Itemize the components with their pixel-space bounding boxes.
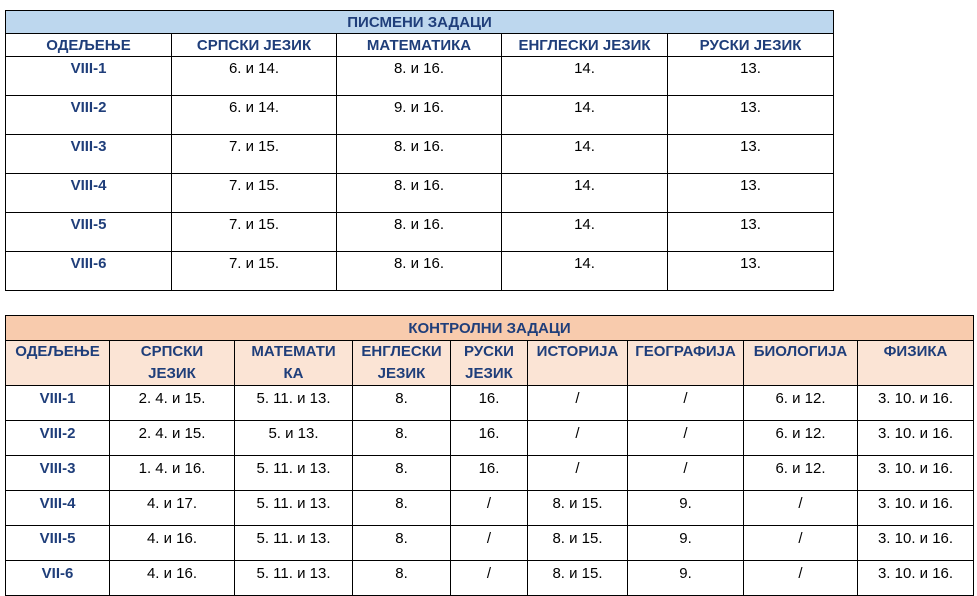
date-cell: / bbox=[528, 386, 628, 421]
header-cell: СРПСКИ ЈЕЗИК bbox=[172, 34, 337, 57]
control-tests-table bbox=[5, 315, 974, 596]
date-cell: 4. и 16. bbox=[110, 561, 235, 596]
date-cell: 6. и 12. bbox=[744, 421, 858, 456]
header-cell bbox=[858, 341, 974, 386]
class-cell: VIII-5 bbox=[6, 213, 172, 252]
date-cell: 14. bbox=[502, 96, 668, 135]
date-cell: 3. 10. и 16. bbox=[858, 491, 974, 526]
table-row bbox=[6, 526, 974, 561]
header-cell bbox=[235, 341, 353, 386]
date-cell: / bbox=[628, 456, 744, 491]
date-cell: 5. 11. и 13. bbox=[235, 491, 353, 526]
date-cell: 13. bbox=[668, 213, 834, 252]
date-cell: 16. bbox=[451, 456, 528, 491]
date-cell: 7. и 15. bbox=[172, 174, 337, 213]
date-cell: / bbox=[744, 526, 858, 561]
date-cell: 5. 11. и 13. bbox=[235, 456, 353, 491]
table-row bbox=[6, 174, 834, 213]
date-cell: 8. и 16. bbox=[337, 135, 502, 174]
table-row bbox=[6, 561, 974, 596]
header-line: ЈЕЗИК bbox=[465, 365, 513, 382]
date-cell: 3. 10. и 16. bbox=[858, 526, 974, 561]
class-cell: VIII-3 bbox=[6, 456, 110, 491]
date-cell: / bbox=[744, 561, 858, 596]
class-cell: VIII-1 bbox=[6, 57, 172, 96]
date-cell: / bbox=[528, 456, 628, 491]
date-cell: 8. и 16. bbox=[337, 174, 502, 213]
date-cell: 3. 10. и 16. bbox=[858, 421, 974, 456]
class-cell: VIII-2 bbox=[6, 421, 110, 456]
date-cell: 7. и 15. bbox=[172, 252, 337, 291]
header-cell: ОДЕЉЕЊЕ bbox=[6, 34, 172, 57]
table-row bbox=[6, 386, 974, 421]
table-row bbox=[6, 252, 834, 291]
header-cell bbox=[353, 341, 451, 386]
date-cell: 8. и 15. bbox=[528, 491, 628, 526]
class-cell: VIII-6 bbox=[6, 252, 172, 291]
header-line: МАТЕМАТИ bbox=[251, 343, 336, 360]
class-cell: VIII-5 bbox=[6, 526, 110, 561]
date-cell: 9. bbox=[628, 526, 744, 561]
table-row bbox=[6, 456, 974, 491]
date-cell: 8. и 15. bbox=[528, 561, 628, 596]
date-cell: 8. и 15. bbox=[528, 526, 628, 561]
date-cell: / bbox=[628, 421, 744, 456]
date-cell: / bbox=[528, 421, 628, 456]
written-tests-table bbox=[5, 10, 834, 291]
date-cell: 8. bbox=[353, 561, 451, 596]
date-cell: 3. 10. и 16. bbox=[858, 386, 974, 421]
date-cell: 9. bbox=[628, 491, 744, 526]
date-cell: / bbox=[451, 491, 528, 526]
header-line: СРПСКИ bbox=[140, 343, 204, 360]
written-tests-title: ПИСМЕНИ ЗАДАЦИ bbox=[6, 11, 834, 34]
class-cell: VIII-4 bbox=[6, 491, 110, 526]
date-cell: 13. bbox=[668, 252, 834, 291]
header-line: ЈЕЗИК bbox=[148, 365, 196, 382]
header-cell bbox=[6, 341, 110, 386]
date-cell: 8. bbox=[353, 421, 451, 456]
date-cell: 8. bbox=[353, 456, 451, 491]
header-cell bbox=[744, 341, 858, 386]
date-cell: 9. bbox=[628, 561, 744, 596]
header-cell: ЕНГЛЕСКИ ЈЕЗИК bbox=[502, 34, 668, 57]
date-cell: 2. 4. и 15. bbox=[110, 386, 235, 421]
class-cell: VII-6 bbox=[6, 561, 110, 596]
table-row bbox=[6, 96, 834, 135]
date-cell: 8. и 16. bbox=[337, 213, 502, 252]
header-line: БИОЛОГИЈА bbox=[753, 343, 848, 360]
header-cell bbox=[528, 341, 628, 386]
header-cell bbox=[451, 341, 528, 386]
date-cell: 13. bbox=[668, 135, 834, 174]
date-cell: 6. и 12. bbox=[744, 456, 858, 491]
date-cell: 13. bbox=[668, 96, 834, 135]
class-cell: VIII-4 bbox=[6, 174, 172, 213]
class-cell: VIII-3 bbox=[6, 135, 172, 174]
date-cell: / bbox=[451, 561, 528, 596]
header-cell bbox=[110, 341, 235, 386]
date-cell: 7. и 15. bbox=[172, 135, 337, 174]
date-cell: 6. и 14. bbox=[172, 57, 337, 96]
control-tests-title: КОНТРОЛНИ ЗАДАЦИ bbox=[6, 316, 974, 341]
table-row bbox=[6, 135, 834, 174]
header-line: РУСКИ bbox=[464, 343, 514, 360]
header-line: ЕНГЛЕСКИ bbox=[361, 343, 442, 360]
table-row bbox=[6, 57, 834, 96]
date-cell: 8. bbox=[353, 526, 451, 561]
header-line: ФИЗИКА bbox=[883, 343, 948, 360]
date-cell: 4. и 16. bbox=[110, 526, 235, 561]
class-cell: VIII-1 bbox=[6, 386, 110, 421]
date-cell: 14. bbox=[502, 57, 668, 96]
date-cell: 14. bbox=[502, 135, 668, 174]
date-cell: 16. bbox=[451, 421, 528, 456]
header-cell: МАТЕМАТИКА bbox=[337, 34, 502, 57]
date-cell: 4. и 17. bbox=[110, 491, 235, 526]
date-cell: 16. bbox=[451, 386, 528, 421]
date-cell: / bbox=[628, 386, 744, 421]
date-cell: 6. и 14. bbox=[172, 96, 337, 135]
date-cell: 5. 11. и 13. bbox=[235, 561, 353, 596]
date-cell: 6. и 12. bbox=[744, 386, 858, 421]
header-cell bbox=[628, 341, 744, 386]
date-cell: 14. bbox=[502, 213, 668, 252]
header-line: ГЕОГРАФИЈА bbox=[635, 343, 736, 360]
table-row bbox=[6, 421, 974, 456]
header-line: КА bbox=[283, 365, 304, 382]
date-cell: / bbox=[744, 491, 858, 526]
date-cell: 8. и 16. bbox=[337, 252, 502, 291]
date-cell: 7. и 15. bbox=[172, 213, 337, 252]
date-cell: 8. bbox=[353, 491, 451, 526]
date-cell: 9. и 16. bbox=[337, 96, 502, 135]
date-cell: 14. bbox=[502, 252, 668, 291]
date-cell: / bbox=[451, 526, 528, 561]
date-cell: 8. и 16. bbox=[337, 57, 502, 96]
date-cell: 13. bbox=[668, 174, 834, 213]
table-row bbox=[6, 491, 974, 526]
date-cell: 8. bbox=[353, 386, 451, 421]
header-cell: РУСКИ ЈЕЗИК bbox=[668, 34, 834, 57]
date-cell: 14. bbox=[502, 174, 668, 213]
written-header-row bbox=[6, 34, 834, 57]
date-cell: 5. и 13. bbox=[235, 421, 353, 456]
table-row bbox=[6, 213, 834, 252]
date-cell: 3. 10. и 16. bbox=[858, 561, 974, 596]
header-line: ИСТОРИЈА bbox=[536, 343, 619, 360]
header-line: ЈЕЗИК bbox=[377, 365, 426, 382]
header-line: ОДЕЉЕЊЕ bbox=[15, 343, 100, 360]
date-cell: 13. bbox=[668, 57, 834, 96]
date-cell: 5. 11. и 13. bbox=[235, 526, 353, 561]
control-header-row bbox=[6, 341, 974, 386]
date-cell: 2. 4. и 15. bbox=[110, 421, 235, 456]
date-cell: 1. 4. и 16. bbox=[110, 456, 235, 491]
date-cell: 5. 11. и 13. bbox=[235, 386, 353, 421]
date-cell: 3. 10. и 16. bbox=[858, 456, 974, 491]
class-cell: VIII-2 bbox=[6, 96, 172, 135]
